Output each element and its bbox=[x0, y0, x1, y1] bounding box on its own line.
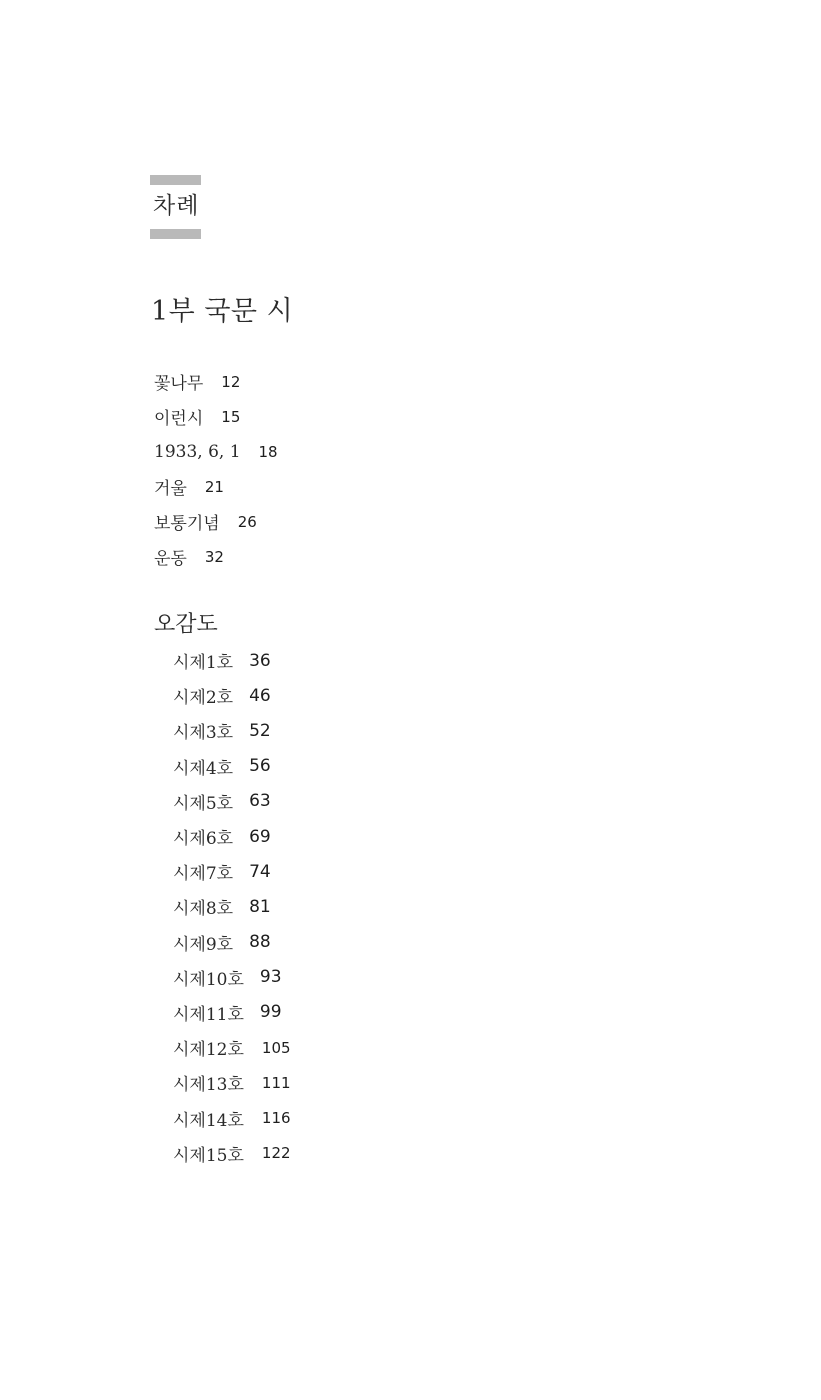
toc-header bbox=[150, 175, 201, 239]
group-entries-list bbox=[173, 643, 291, 1171]
toc-entry[interactable] bbox=[154, 504, 278, 539]
sub-entry-title: 시제11호 bbox=[173, 1004, 244, 1025]
sub-entry-title: 시제12호 bbox=[173, 1040, 244, 1061]
toc-entry[interactable] bbox=[154, 539, 278, 574]
sub-entry-title: 시제10호 bbox=[173, 969, 244, 990]
toc-sub-entry[interactable] bbox=[173, 889, 291, 924]
toc-sub-entry[interactable] bbox=[173, 960, 291, 995]
sub-entry-title: 시제1호 bbox=[173, 653, 234, 674]
sub-entry-page: 63 bbox=[249, 791, 271, 812]
sub-entry-page: 88 bbox=[249, 932, 271, 953]
toc-sub-entry[interactable] bbox=[173, 1136, 291, 1171]
entry-page: 12 bbox=[221, 372, 241, 391]
toc-sub-entry[interactable] bbox=[173, 819, 291, 854]
part-entries-list bbox=[154, 364, 278, 574]
toc-sub-entry[interactable] bbox=[173, 1065, 291, 1100]
sub-entry-title: 시제6호 bbox=[173, 829, 234, 850]
toc-entry[interactable] bbox=[154, 434, 278, 469]
sub-entry-page: 93 bbox=[259, 967, 282, 988]
toc-sub-entry[interactable] bbox=[173, 1030, 291, 1065]
toc-sub-entry[interactable] bbox=[173, 678, 291, 713]
sub-entry-page: 111 bbox=[261, 1073, 291, 1092]
group-title: 오감도 bbox=[154, 612, 218, 637]
entry-title: 거울 bbox=[154, 479, 187, 499]
entry-title: 이런시 bbox=[154, 409, 204, 429]
sub-entry-title: 시제4호 bbox=[173, 758, 234, 779]
sub-entry-page: 99 bbox=[259, 1002, 282, 1023]
sub-entry-page: 69 bbox=[249, 826, 271, 847]
sub-entry-page: 36 bbox=[249, 650, 271, 671]
sub-entry-title: 시제2호 bbox=[173, 688, 234, 709]
toc-sub-entry[interactable] bbox=[173, 784, 291, 819]
entry-title: 꽃나무 bbox=[154, 374, 204, 394]
sub-entry-title: 시제3호 bbox=[173, 723, 234, 744]
entry-page: 32 bbox=[204, 547, 224, 566]
entry-page: 15 bbox=[221, 407, 241, 426]
toc-entry[interactable] bbox=[154, 364, 278, 399]
entry-page: 18 bbox=[258, 442, 278, 461]
sub-entry-title: 시제14호 bbox=[173, 1110, 244, 1131]
toc-sub-entry[interactable] bbox=[173, 854, 291, 889]
entry-title: 운동 bbox=[154, 549, 187, 569]
sub-entry-title: 시제9호 bbox=[173, 934, 234, 955]
toc-entry[interactable] bbox=[154, 399, 278, 434]
entry-title: 보통기념 bbox=[154, 514, 220, 534]
toc-sub-entry[interactable] bbox=[173, 749, 291, 784]
toc-sub-entry[interactable] bbox=[173, 643, 291, 678]
toc-sub-entry[interactable] bbox=[173, 713, 291, 748]
toc-sub-entry[interactable] bbox=[173, 995, 291, 1030]
toc-sub-entry[interactable] bbox=[173, 1100, 291, 1135]
sub-entry-title: 시제13호 bbox=[173, 1075, 244, 1096]
sub-entry-page: 52 bbox=[249, 720, 271, 741]
sub-entry-page: 116 bbox=[261, 1109, 291, 1128]
sub-entry-title: 시제5호 bbox=[173, 793, 234, 814]
sub-entry-title: 시제15호 bbox=[173, 1145, 244, 1166]
entry-page: 21 bbox=[204, 477, 224, 496]
top-divider-bar bbox=[150, 175, 201, 185]
toc-title: 차례 bbox=[153, 193, 200, 219]
sub-entry-page: 81 bbox=[249, 896, 271, 917]
sub-entry-page: 105 bbox=[261, 1038, 291, 1057]
entry-page: 26 bbox=[237, 512, 257, 531]
sub-entry-title: 시제7호 bbox=[173, 864, 234, 885]
sub-entry-page: 74 bbox=[249, 861, 271, 882]
part-title: 1부 국문 시 bbox=[151, 296, 294, 327]
toc-sub-entry[interactable] bbox=[173, 925, 291, 960]
bottom-divider-bar bbox=[150, 229, 201, 239]
toc-entry[interactable] bbox=[154, 469, 278, 504]
sub-entry-page: 46 bbox=[249, 685, 271, 706]
entry-title: 1933, 6, 1 bbox=[154, 441, 241, 462]
sub-entry-page: 122 bbox=[261, 1144, 291, 1163]
sub-entry-title: 시제8호 bbox=[173, 899, 234, 920]
sub-entry-page: 56 bbox=[249, 756, 271, 777]
